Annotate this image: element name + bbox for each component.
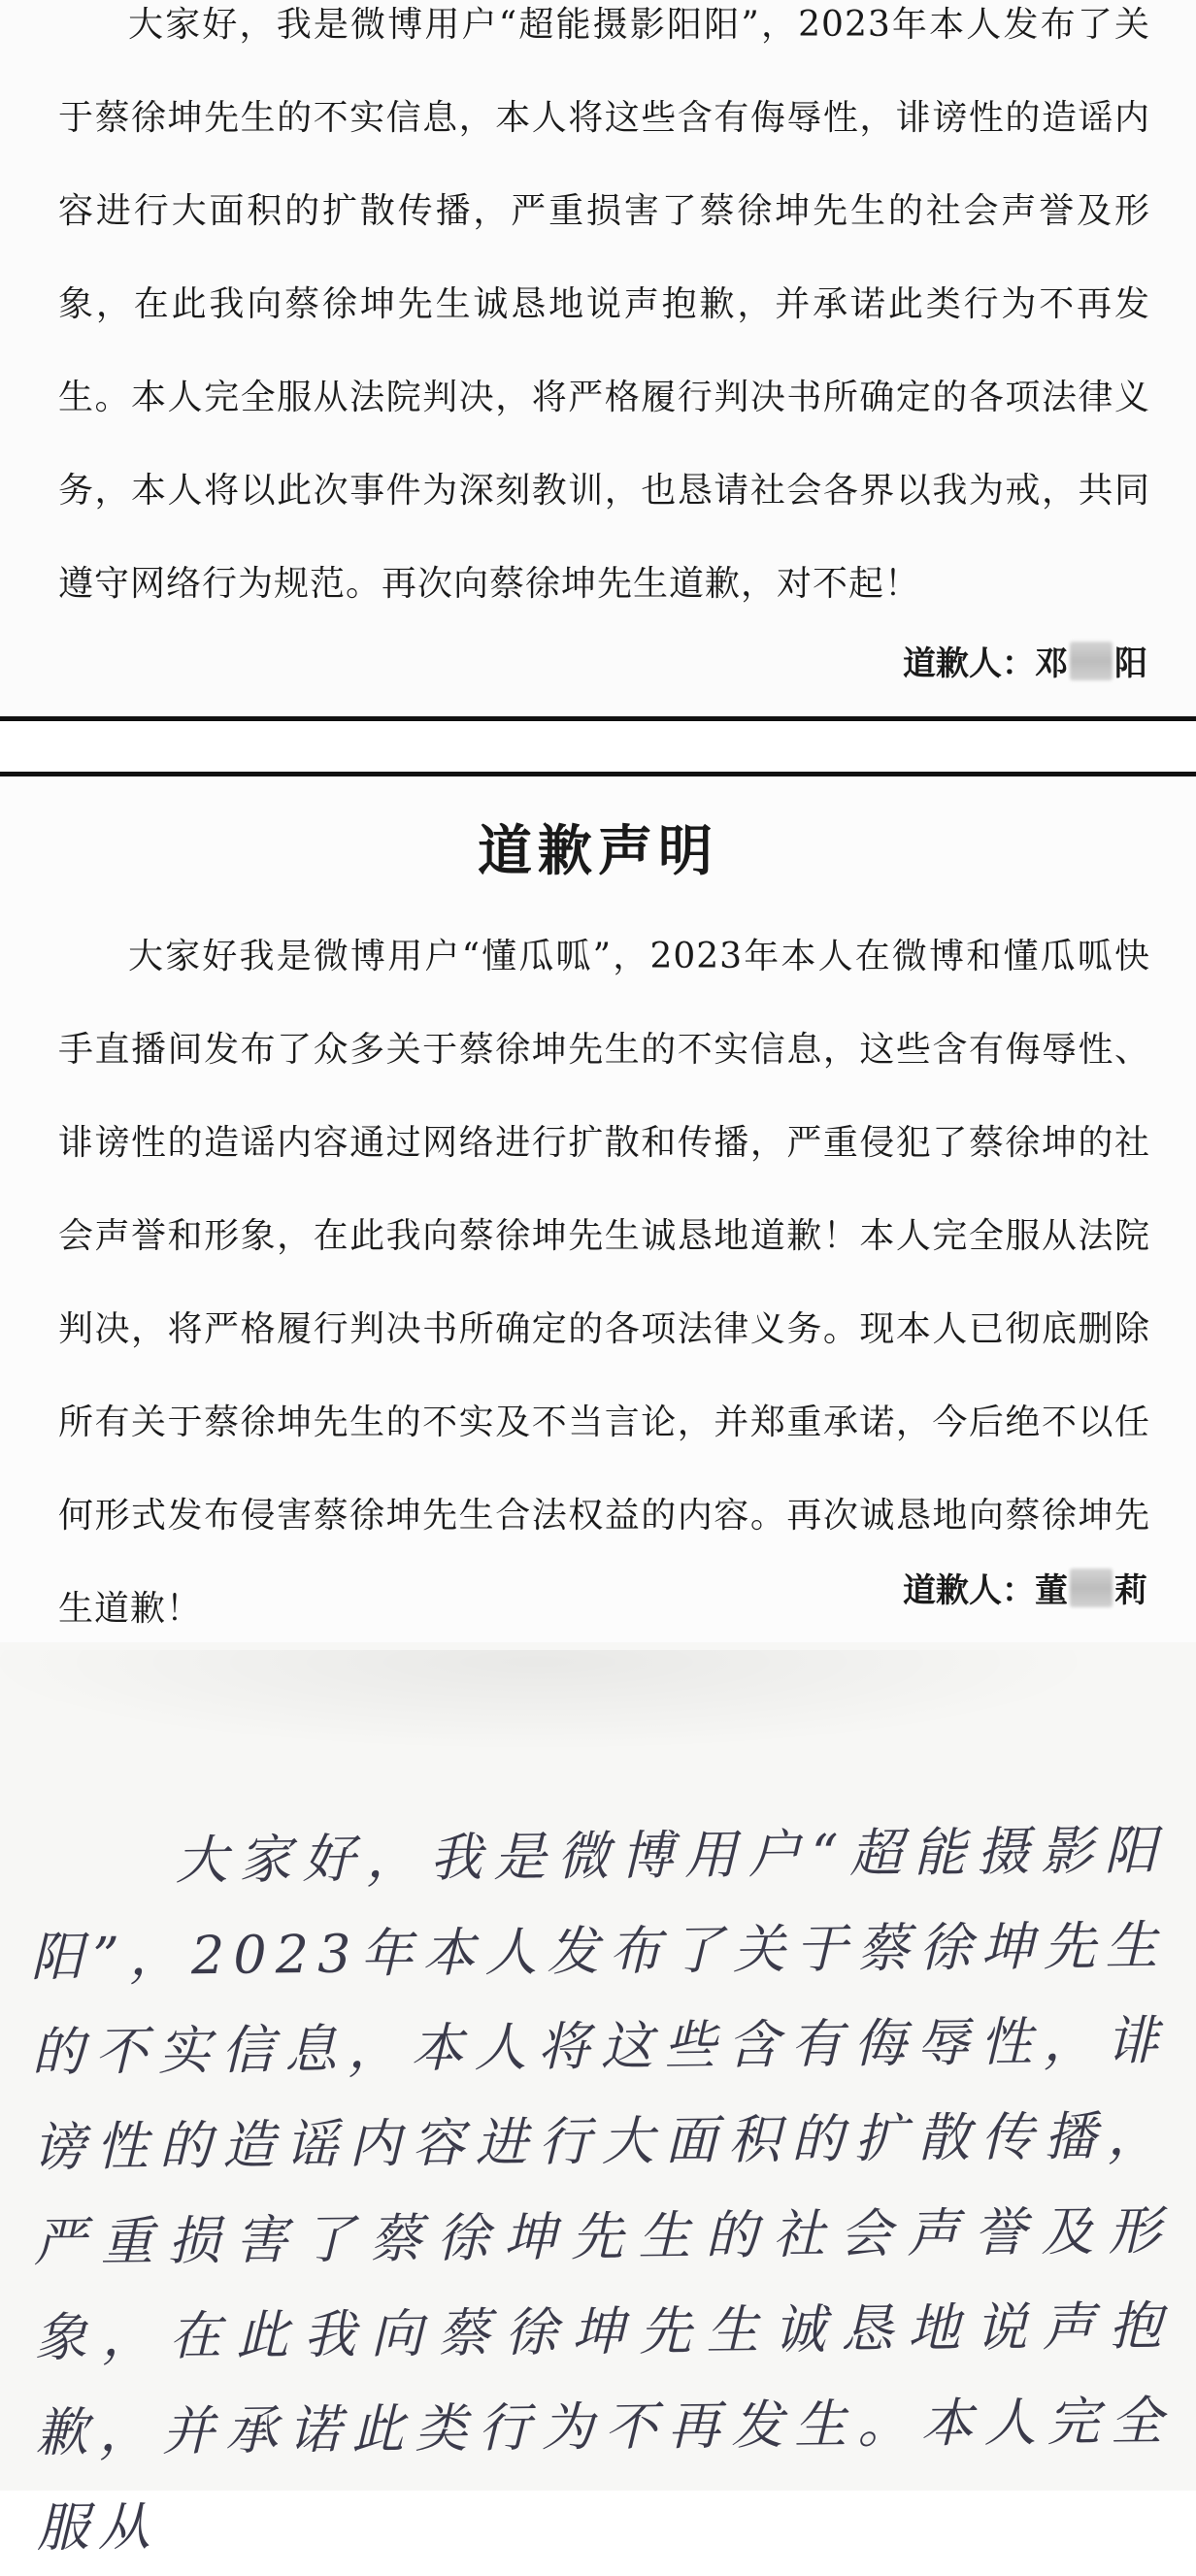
statement-2-signature: [903, 1568, 1147, 1614]
statement-2-body: 大家好我是微博用户“懂瓜呱”，2023年本人在微博和懂瓜呱快手直播间发布了众多关于蔡徐坤先生的不实信息，这些含有侮辱性、诽谤性的造谣内容通过网络进行扩散和传播，严重侵犯了蔡徐坤的社会声誉和形象，在此我向蔡徐坤先生诚恳地道歉！本人完全服从法院判决，将严格履行判决书所确定的各项法律义务。现本人已彻底删除所有关于蔡徐坤先生的不实及不当言论，并郑重承诺，今后绝不以任何形式发布侵害蔡徐坤先生合法权益的内容。再次诚恳地向蔡徐坤先生道歉！: [58, 937, 1150, 1629]
paper-shadow: [0, 1650, 1196, 1767]
statement-2-title: 道歉声明: [478, 820, 718, 883]
section-gap: [0, 721, 1196, 772]
redacted-name-blur: [1070, 642, 1113, 680]
signature-name-start: 邓: [1035, 644, 1068, 683]
handwritten-body: 大家好，我是微博用户“超能摄影阳阳”，2023年本人发布了关于蔡徐坤先生的不实信息，本人将这些含有侮辱性，诽谤性的造谣内容进行大面积的扩散传播，严重损害了蔡徐坤先生的社会声誉及形象，在此我向蔡徐坤先生诚恳地说声抱歉，并承诺此类行为不再发生。本人完全服从: [30, 1819, 1172, 2559]
signature-name-end: 阳: [1114, 644, 1147, 683]
apology-statement-2: [0, 776, 1196, 1642]
signature-label: 道歉人：: [903, 1571, 1035, 1610]
signature-label: 道歉人：: [903, 644, 1035, 683]
statement-1-body: 大家好，我是微博用户“超能摄影阳阳”，2023年本人发布了关于蔡徐坤先生的不实信息，本人将这些含有侮辱性，诽谤性的造谣内容进行大面积的扩散传播，严重损害了蔡徐坤先生的社会声誉及形象，在此我向蔡徐坤先生诚恳地说声抱歉，并承诺此类行为不再发生。本人完全服从法院判决，将严格履行判决书所确定的各项法律义务，本人将以此次事件为深刻教训，也恳请社会各界以我为戒，共同遵守网络行为规范。再次向蔡徐坤先生道歉，对不起！: [58, 5, 1150, 604]
signature-name-start: 董: [1035, 1571, 1068, 1610]
statement-1-signature: [903, 641, 1147, 687]
apology-statement-1: [0, 0, 1196, 716]
signature-name-end: 莉: [1114, 1571, 1147, 1610]
redacted-name-blur: [1070, 1569, 1113, 1607]
